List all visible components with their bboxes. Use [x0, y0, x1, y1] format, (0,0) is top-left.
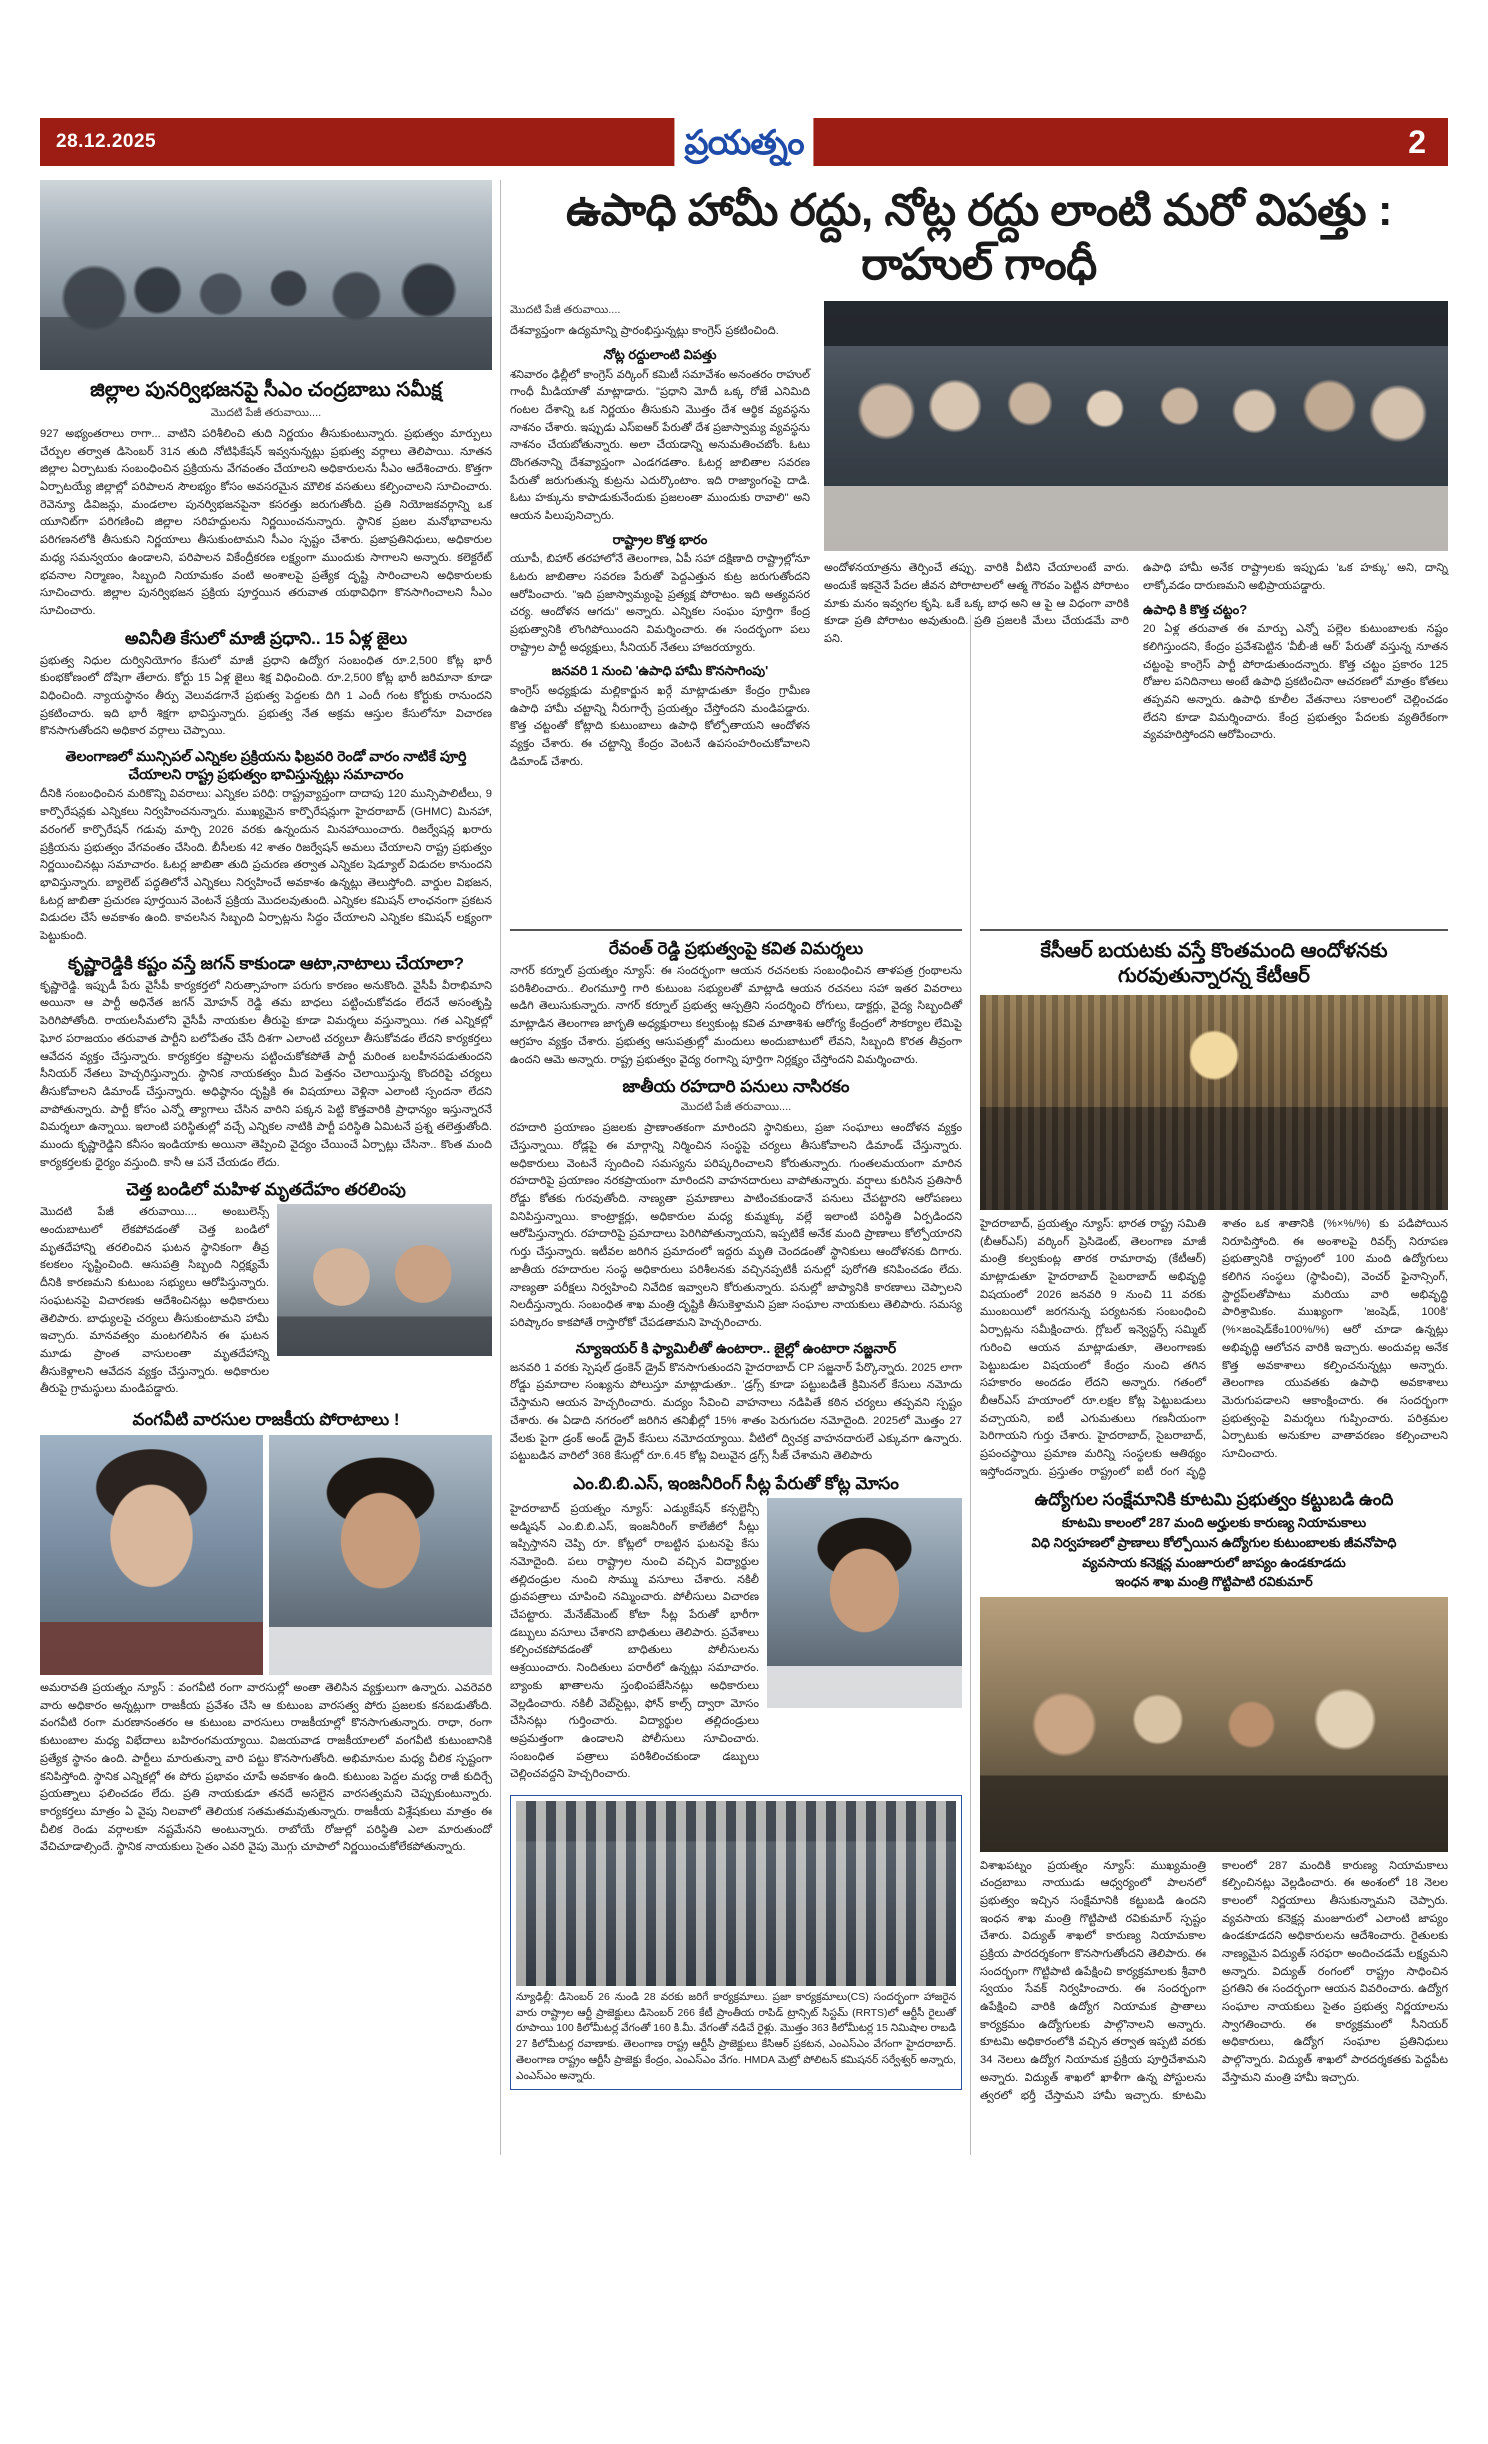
lead-headline: ఉపాధి హామీ రద్దు, నోట్ల రద్దు లాంటి మరో విపత్తు : రాహుల్ గాంధీ	[566, 186, 1392, 289]
masthead-logo	[674, 114, 813, 174]
photo-cm-review-meeting	[40, 180, 492, 370]
lead-col3-top: అందోళనయాత్రను తెర్పించే తప్పు. వారికి వీటిని చేయాలంటే వారు. అందుకే ఇకనైనే పేదల జీవన పోరాటాలలో ఆత్మ గౌరవం పెట్టిన పోరాటం మాకు మనం ఇవ్వగల కృషి. ఒకే ఒక్క బాధ అని ఆ పై ఆ విధంగా వారికి కూడా ప్రతి పోరాటం అవుతుంది. ప్రతి ప్రజలకి మేలు చేయడమే వారి పని.	[824, 562, 1129, 646]
lead-sub3-text: కాంగ్రెస్ అధ్యక్షుడు మల్లికార్జున ఖర్గే మాట్లాడుతూ కేంద్రం గ్రామీణ ఉపాధి హామీ చట్టాన్ని నీరుగార్చే ప్రయత్నం చేస్తోందని మండిపడ్డారు. కొత్త చట్టంతో కోట్లాది కుటుంబాలు ఉపాధి కోల్పోతాయని ఆందోళన వ్యక్తం చేశారు. ఈ చట్టాన్ని కేంద్రం వెంటనే ఉపసంహరించుకోవాలని డిమాండ్ చేశారు.	[510, 684, 810, 768]
photo-hospital-incident	[277, 1204, 492, 1356]
subhead-compassionate-appointments: కూటమి కాలంలో 287 మంది అర్హులకు కారుణ్య నియామకాలు	[1061, 1515, 1367, 1531]
body-ktr-kcr: హైదరాబాద్, ప్రయత్నం న్యూస్: భారత రాష్ట్ర సమితి (బీఆర్ఎస్) వర్కింగ్ ప్రెసిడెంట్, తెలంగాణ మాజీ మంత్రి కల్వకుంట్ల తారక రామారావు (కేటీఆర్) మాట్లాడుతూ హైదరాబాద్ సైబరాబాద్ అభివృద్ధి విషయంలో 2026 జనవరి 9 నుంచి 11 వరకు ముంబయిలో జరగనున్న పర్యటనకు సంబంధించి ఏర్పాట్లను సమీక్షించారు. గ్లోబల్ ఇన్వెస్టర్స్ సమ్మిట్ గురించి ఆయన మాట్లాడుతూ, తెలంగాణకు పెట్టుబడుల విషయంలో కేంద్రం నుంచి తగిన సహకారం అందడం లేదని అన్నారు. గతంలో బీఆర్ఎస్ హయాంలో రూ.లక్షల కోట్ల పెట్టుబడులు వచ్చాయని, ఐటీ ఎగుమతులు గణనీయంగా పెరిగాయని గుర్తు చేశారు. హైదరాబాద్, సైబరాబాద్, ప్రపంచస్థాయి ప్రమాణ మరిన్ని సంస్థలకు ఆతిథ్యం ఇస్తోందన్నారు. ప్రస్తుతం రాష్ట్రంలో ఐటీ రంగ వృద్ధి శాతం ఒక శాతానికి (%×%/%) కు పడిపోయిన నిరూపిస్తోంది. ఈ అంశాలపై రివర్స్ నిరూపణ ప్రభుత్వానికి రాష్ట్రంలో 100 మంది ఉద్యోగులు కలిగిన సంస్థలు (స్థాపించి), వెంచర్ ఫైనాన్సింగ్, స్టార్టప్‌లతోపాటు మరియు వారి అభివృద్ధి పారిశ్రామికం. ముఖ్యంగా 'జంషెడ్, 100కి' (%×జంషెడ్‌కేం100%/%) ఆరో చూడా ఉన్నట్లు అభివృద్ధి ఆలోచన వారికి ఇచ్చారు. అందువల్ల అనేక కొత్త అవకాశాలు కల్పించనున్నట్లు అన్నారు. తెలంగాణ యువతకు ఉపాధి అవకాశాలు మెరుగుపడాలని ఆకాంక్షించారు. ఈ సందర్భంగా ప్రభుత్వంపై విమర్శలు గుప్పించారు. పరిశ్రమల ఏర్పాటుకు అనుకూల వాతావరణం కల్పించాలని సూచించారు.	[980, 1218, 1448, 1478]
lead-sub2-text: యూపీ, బిహార్ తరహాలోనే తెలంగాణ, ఏపీ సహా దక్షిణాది రాష్ట్రాల్లోనూ ఓటరు జాబితాల సవరణ పేరుతో పెద్దఎత్తున కుట్ర జరుగుతోందని ఆరోపించారు. "ఇది ప్రజాస్వామ్యంపై ప్రత్యక్ష పోరాటం. ఇది అత్యవసర చర్య. ఆందోళన ఆగదు" అన్నారు. ఎన్నికల సంఘం పూర్తిగా కేంద్ర ప్రభుత్వానికి లొంగిపోయిందని విమర్శించారు. ఈ సందర్భంగా పలు రాష్ట్రాల పార్టీ అధ్యక్షులు, సీనియర్ నేతలు హాజరయ్యారు.	[510, 553, 810, 654]
divider-right-top	[980, 929, 1448, 931]
kicker-continued-1: మొదటి పేజీ తరువాయి....	[210, 407, 322, 419]
body-municipal-elections: దీనికి సంబంధించిన మరికొన్ని వివరాలు: ఎన్నికల పరిధి: రాష్ట్రవ్యాప్తంగా దాదాపు 120 మున్సిపాలిటీలు, 9 కార్పొరేషన్లకు ఎన్నికలు నిర్వహించనున్నారు. ముఖ్యమైన కార్పొరేషన్లుగా హైదరాబాద్ (GHMC) మినహా, వరంగల్ కార్పొరేషన్ గడువు మార్చి 2026 వరకు ఉన్నందున మినహాయించారు. రిజర్వేషన్ల ఖరారు ప్రక్రియను ప్రభుత్వం వేగవంతం చేసింది. బీసీలకు 42 శాతం రిజర్వేషన్ అమలు చేయాలని రాష్ట్ర ప్రభుత్వం నిర్ణయించినట్లు సమాచారం. ఓటర్ల జాబితా తుది ప్రచురణ తర్వాత ఎన్నికల షెడ్యూల్ విడుదల కానుందని భావిస్తున్నారు. బ్యాలెట్ పద్ధతిలోనే ఎన్నికలు నిర్వహించే అవకాశం ఉన్నట్లు తెలుస్తోంది. వార్డుల విభజన, ఓటర్ల జాబితా ప్రచురణ పూర్తయిన వెంటనే ప్రక్రియ మొదలవుతుంది. ఎన్నికల కమిషన్ లాంఛనంగా ప్రకటన విడుదల చేసే అవకాశం ఉంది. కావలసిన సిబ్బంది ఏర్పాట్లను సిద్ధం చేయాలని ఎన్నికల కమిషన్ లక్ష్యంగా పెట్టుకుంది.	[40, 788, 492, 942]
boxed-caption: న్యూఢిల్లీ: డిసెంబర్ 26 నుండి 28 వరకు జరిగే కార్యక్రమాలు. ప్రజా కార్యక్రమాలు(CS) సందర్భంగా హాజరైన వారు రాష్ట్రాల ఆర్టీ ప్రాజెక్టులు డిసెంబర్ 266 కేటీ ప్రాంతీయ రాపిడ్ ట్రాన్సిట్ సిస్టమ్ (RRTS)లో ఆర్టీసీ రైలుతో రూపాయి 100 కిలోమీటర్ల వేగంతో 160 కి.మీ. వేగంతో నడిచే రైళ్లు. మొత్తం 363 కిలోమీటర్ల 15 నిమిషాల రాబడి 27 కిలోమీటర్ల రవాణాకు. తెలంగాణ రాష్ట్ర ఆర్టీసీ ప్రాజెక్టులు కేసిఆర్ ప్రకటన, ఎంఎస్ఎం వేగంగా హైదరాబాద్. తెలంగాణ రాష్ట్రం ఆర్టీసీ ప్రాజెక్టు కేంద్రం, ఎంఎస్ఎం వేగం. HMDA మెట్రో పోలిటన్ కమిషనర్ సర్వేశ్వర్ అన్నారు, ఎంఎస్ఎం అన్నారు.	[516, 1990, 956, 2082]
body-kavitha-criticism: నాగర్ కర్నూల్ ప్రయత్నం న్యూస్: ఈ సందర్భంగా ఆయన రచనలకు సంబంధించిన తాళపత్ర గ్రంథాలను పరిశీలించారు.. లింగమూర్తి గారి కుటుంబ సభ్యులతో మాట్లాడి ఆయన రచనలు సహా ఇతర వివరాలు అడిగి తెలుసుకున్నారు. నాగర్ కర్నూల్ ప్రభుత్వ ఆస్పత్రిని సందర్శించి రోగులు, డాక్టర్లు, వైద్య సిబ్బందితో మాట్లాడిన తెలంగాణ జాగృతి అధ్యక్షురాలు కల్వకుంట్ల కవిత మాతాశిశు ఆరోగ్య కేంద్రంలో సౌకర్యాల లేమిపై ఆగ్రహం వ్యక్తం చేశారు. ప్రభుత్వ ఆసుపత్రుల్లో మందులు అందుబాటులో లేవని, సిబ్బంది కొరత తీవ్రంగా ఉందని ఆమె అన్నారు. రాష్ట్ర ప్రభుత్వం వైద్య రంగాన్ని పూర్తిగా నిర్లక్ష్యం చేస్తోందని విమర్శించారు.	[510, 965, 962, 1066]
photo-accused-portrait	[767, 1498, 962, 1708]
left-column	[40, 180, 492, 1862]
subhead-agri-connections: వ్యవసాయ కనెక్షన్ల మంజూరులో జాప్యం ఉండకూడదు	[1082, 1554, 1346, 1570]
photo-vangaveeti-woman	[40, 1435, 263, 1675]
body-seat-fraud: హైదరాబాద్ ప్రయత్నం న్యూస్: ఎడ్యుకేషన్ కన్సల్టెన్సీ అడ్మిషన్ ఎం.బి.బి.ఎస్, ఇంజనీరింగ్ కాలేజీలో సీట్లు ఇప్పిస్తానని చెప్పి రూ. కోట్లలో రాబట్టిన ఘటనపై కేసు నమోదైంది. పలు రాష్ట్రాల నుంచి వచ్చిన విద్యార్థుల తల్లిదండ్రుల నుంచి సొమ్ము వసూలు చేశారు. నకిలీ ధ్రువపత్రాలు చూపించి నమ్మించారు. పోలీసులు విచారణ చేపట్టారు. మేనేజ్‌మెంట్ కోటా సీట్ల పేరుతో భారీగా డబ్బులు వసూలు చేశారని బాధితులు తెలిపారు. ప్రవేశాలు కల్పించకపోవడంతో బాధితులు పోలీసులను ఆశ్రయించారు. నిందితులు పరారీలో ఉన్నట్లు సమాచారం. బ్యాంకు ఖాతాలను స్తంభింపజేసినట్లు అధికారులు వెల్లడించారు. నకిలీ వెబ్‌సైట్లు, ఫోన్ కాల్స్ ద్వారా మోసం చేసినట్లు గుర్తించారు. విద్యార్థుల తల్లిదండ్రులు అప్రమత్తంగా ఉండాలని పోలీసులు సూచించారు. సంబంధిత పత్రాలు పరిశీలించకుండా డబ్బులు చెల్లించవద్దని హెచ్చరించారు.	[510, 1502, 759, 1781]
lead-sub4-heading: ఉపాధి కి కొత్త చట్టం?	[1143, 601, 1248, 617]
headline-vangaveeti-heirs: వంగవీటి వారసుల రాజకీయ పోరాటాలు !	[132, 1409, 400, 1429]
column-rule-1	[500, 180, 501, 2155]
subhead-livelihood-families: విధి నిర్వహణలో ప్రాణాలు కోల్పోయిన ఉద్యోగుల కుటుంబాలకు జీవనోపాధి	[1031, 1534, 1397, 1550]
masthead-bar	[40, 118, 1448, 166]
subhead-minister-name: ఇంధన శాఖ మంత్రి గొట్టిపాటి రవికుమార్	[1115, 1574, 1313, 1590]
photo-rahul-gandhi-press-meet	[824, 301, 1448, 551]
body-krishnareddy-jagan: కృష్ణారెడ్డి. ఇప్పుడీ పేరు వైసీపీ కార్యకర్తలో నిరుత్సాహంగా పరుగు కారణం అనుకొంది. వైసీపీ వీరాభిమాని అయినా ఆ పార్టీ అధినేత జగన్ మోహన్ రెడ్డి తమ బాధలు పట్టించుకోవడం లేదనే అసంతృప్తి పెరిగిపోతోంది. రాయలసీమలోని వైసీపీ నాయకుల తీరుపై కూడా విమర్శలు వస్తున్నాయి. గత ఎన్నికల్లో ఘోర పరాజయం తరువాత పార్టీని బలోపేతం చేసే దిశగా ఎలాంటి చర్యలూ తీసుకోవడం లేదని కార్యకర్తలు ఆవేదన వ్యక్తం చేస్తున్నారు. కార్యకర్తల కష్టాలను పట్టించుకోకపోతే పార్టీ మరింత బలహీనపడుతుందని సీనియర్ నేతలు హెచ్చరిస్తున్నారు. స్థానిక నాయకత్వం మీద పెత్తనం చెలాయిస్తున్న కొందరిపై చర్యలు తీసుకోవాలని డిమాండ్ చేస్తున్నారు. అధిష్ఠానం దృష్టికి ఈ విషయాలు వెళ్లినా ఎలాంటి స్పందనా లేదని వాపోతున్నారు. పార్టీ కోసం ఎన్నో త్యాగాలు చేసిన వారిని పక్కన పెట్టి కొత్తవారికి ప్రాధాన్యం ఇస్తున్నారనే విమర్శలూ ఉన్నాయి. ఇలాంటి పరిస్థితుల్లో వచ్చే ఎన్నికల నాటికి పార్టీ పరిస్థితి ఏమిటనే ప్రశ్న తలెత్తుతోంది. ముందు కృష్ణారెడ్డిని కనీసం ఇండియాకు అయినా తెప్పించి వైద్యం చేయించే ఏర్పాట్లు చేసినా.. కొంత మంది కార్యకర్తలకు ధైర్యం వస్తుంది. కానీ ఆ పనే చేయడం లేదు.	[40, 979, 492, 1169]
column-rule-2	[970, 615, 971, 2155]
body-newyear-drunk-drive: జనవరి 1 వరకు స్పెషల్ డ్రంకెన్ డ్రైవ్ కొనసాగుతుందని హైదరాబాద్ CP సజ్జనార్ పేర్కొన్నారు. 2025 లాగా రోడ్డు ప్రమాదాల సంఖ్యను పోలుస్తూ మాట్లాడుతూ.. 'డ్రగ్స్ కూడా పట్టుబడితే క్రిమినల్ కేసులు నమోదు చేస్తామని ఆయన హెచ్చరించారు. మద్యం సేవించి వాహనాలు నడిపితే కఠిన చర్యలు తప్పవని స్పష్టం చేశారు. ఈ ఏడాది నగరంలో జరిగిన తనిఖీల్లో 15% శాతం పెరుగుదల నమోదైంది. 2025లో మొత్తం 27 వేలకు పైగా డ్రంక్ అండ్ డ్రైవ్ కేసులు నమోదయ్యాయి. వీటిలో ద్విచక్ర వాహనదారులే ఎక్కువగా ఉన్నారు. పట్టుబడిన వారిలో 368 కేసుల్లో రూ.6.45 కోట్ల విలువైన డ్రగ్స్ సీజ్ చేశామని తెలిపారు	[510, 1361, 962, 1463]
lead-col3-mid: ఉపాధి హామీ అనేక రాష్ట్రాలకు ఇప్పుడు 'ఒక హక్కు' అని, దాన్ని లాక్కోవడం దారుణమని అభిప్రాయపడ్డారు.	[1143, 562, 1448, 593]
body-vangaveeti-heirs: అమరావతి ప్రయత్నం న్యూస్ : వంగవీటి రంగా వారసుల్లో అంతా తెలిసిన వ్యక్తులుగా ఉన్నారు. ఎవరెవరి వారు అధికారం అన్నట్లుగా రాజకీయ ప్రవేశం చేసి ఆ కుటుంబ వారసత్వ పోరు ప్రజలకు కనబడుతోంది. వంగవీటి రంగా మరణానంతరం ఆ కుటుంబ వారసులు రాజకీయాల్లో కొనసాగుతున్నారు. రాధా, రంగా కుటుంబాల మధ్య విభేదాలు బహిరంగమయ్యాయి. విజయవాడ రాజకీయాలలో వంగవీటి కుటుంబానికి ప్రత్యేక స్థానం ఉంది. పార్టీలు మారుతున్నా వారి పట్టు కొనసాగుతోంది. అభిమానుల మధ్య చీలిక స్పష్టంగా కనిపిస్తోంది. స్థానిక ఎన్నికల్లో ఈ పోరు ప్రభావం చూపే అవకాశం ఉంది. కుటుంబ పెద్దల మధ్య రాజీ కుదిర్చే ప్రయత్నాలు ఫలించడం లేదు. ప్రతి నాయకుడూ తనదే అసలైన వారసత్వమని చెప్పుకుంటున్నారు. కార్యకర్తలు మాత్రం ఏ వైపు నిలవాలో తెలియక సతమతమవుతున్నారు. రాజకీయ విశ్లేషకులు మాత్రం ఈ చీలిక రెండు వర్గాలకూ నష్టమేనని అంటున్నారు. రాబోయే రోజుల్లో పరిస్థితి ఎలా మారుతుందో వేచిచూడాల్సిందే. స్థానిక నాయకులు సైతం ఎవరి వైపు మొగ్గు చూపాలో నిర్ణయించుకోలేకపోతున్నారు.	[40, 1682, 492, 1854]
page-number: 2	[1408, 124, 1426, 160]
photo-ktr-public-meeting	[980, 995, 1448, 1210]
masthead-logo-text: ప్రయత్నం	[684, 124, 804, 162]
headline-newyear-drunk-drive: న్యూఇయర్ కి ఫ్యామిలీతో ఉంటారా.. జైల్లో ఉంటారా నజ్జనార్	[575, 1339, 897, 1356]
lead-intro: దేశవ్యాప్తంగా ఉద్యమాన్ని ప్రారంభిస్తున్నట్లు కాంగ్రెస్ ప్రకటించింది.	[510, 325, 779, 338]
headline-ktr-kcr: కేసీఆర్ బయటకు వస్తే కొంతమంది ఆందోళనకు గురవుతున్నారన్న కేటీఆర్	[1040, 940, 1388, 987]
headline-employee-welfare: ఉద్యోగుల సంక్షేమానికి కూటమి ప్రభుత్వం కట్టుబడి ఉంది	[1034, 1490, 1394, 1510]
headline-krishnareddy-jagan: కృష్ణారెడ్డికి కష్టం వస్తే జగన్ కాకుండా ఆటా,నాటాలు చేయాలా?	[67, 953, 465, 973]
page-content	[40, 180, 1448, 2410]
lead-sub1-heading: నోట్ల రద్దులాంటి విపత్తు	[603, 347, 717, 363]
lead-story	[510, 180, 1448, 776]
headline-highway-works: జాతీయ రహదారి పనులు నాసిరకం	[622, 1077, 850, 1097]
body-districts-review: 927 అభ్యంతరాలు రాగా... వాటిని పరిశీలించి తుది నిర్ణయం తీసుకుంటున్నారు. ప్రభుత్వం మార్పులు చేర్పుల తర్వాత డిసెంబర్ 31న తుది నోటిఫికేషన్ ఇవ్వనున్నట్లు ప్రభుత్వ వర్గాలు తెలిపాయి. నూతన జిల్లాల ఏర్పాటుకు సంబంధించిన ప్రక్రియను వేగవంతం చేయాలని అధికారులను సీఎం ఆదేశించారు. కొత్తగా ఏర్పాటయ్యే జిల్లాల్లో పరిపాలన సౌలభ్యం కోసం అవసరమైన మౌలిక వసతులు కల్పించాలని సూచించారు. రెవెన్యూ డివిజన్లు, మండలాల పునర్విభజనపైనా కసరత్తు జరుగుతోంది. ప్రతి నియోజకవర్గాన్ని ఒక యూనిట్‌గా పరిగణించి జిల్లాల సరిహద్దులను నిర్ణయించనున్నారు. స్థానిక ప్రజల మనోభావాలను పరిగణనలోకి తీసుకుని నిర్ణయాలు తీసుకుంటామని సీఎం స్పష్టం చేశారు. ప్రజాప్రతినిధులు, అధికారుల మధ్య సమన్వయం ఉండాలని, పరిపాలన వికేంద్రీకరణ లక్ష్యంగా ముందుకు సాగాలని అన్నారు. కలెక్టరేట్ భవనాల నిర్మాణం, సిబ్బంది నియామకం వంటి అంశాలపై ప్రత్యేక దృష్టి సారించాలని అధికారులకు సూచించారు. జిల్లాల పునర్విభజన ప్రక్రియ పూర్తయిన తరువాత యథావిధిగా కొనసాగించాలని సీఎం సూచించారు.	[40, 428, 492, 617]
lead-sub4-text: 20 ఏళ్ల తరువాత ఈ మార్పు ఎన్నో పల్లెల కుటుంబాలకు నష్టం కలిగిస్తుందని, కేంద్రం ప్రవేశపెట్టిన 'వీబీ-జీ ఆర్' పేరుతో వస్తున్న నూతన చట్టంపై కాంగ్రెస్ పార్టీ పోరాడుతుందన్నారు. కొత్త చట్టం ప్రకారం 125 రోజుల పనిదినాలు అంటే ఉపాధి ప్రకటించినా ఆచరణలో మాత్రం కోతలు తప్పవని అన్నారు. ఉపాధి కూలీల వేతనాలు సకాలంలో చెల్లించడం లేదని కూడా విమర్శించారు. కేంద్ర ప్రభుత్వం పేదలకు వ్యతిరేకంగా వ్యవహరిస్తోందని ఆరోపించారు.	[1143, 623, 1448, 742]
headline-municipal-elections: తెలంగాణలో మున్సిపల్ ఎన్నికల ప్రక్రియను ఫిబ్రవరి రెండో వారం నాటికే పూర్తి చేయాలని రాష్ట్ర ప్రభుత్వం భావిస్తున్నట్లు సమాచారం	[65, 748, 467, 783]
boxed-news-item	[510, 1795, 962, 2091]
body-garbage-cart: మొదటి పేజీ తరువాయి.... అంబులెన్స్ అందుబాటులో లేకపోవడంతో చెత్త బండిలో మృతదేహాన్ని తరలించిన ఘటన స్థానికంగా తీవ్ర కలకలం సృష్టించింది. ఆసుపత్రి సిబ్బంది నిర్లక్ష్యమే దీనికి కారణమని కుటుంబ సభ్యులు ఆరోపిస్తున్నారు. సంఘటనపై విచారణకు ఆదేశించినట్లు అధికారులు తెలిపారు. బాధ్యులపై చర్యలు తీసుకుంటామని హామీ ఇచ్చారు. మానవత్వం మంటగలిసిన ఈ ఘటన మూడు ప్రాంత వాసులంతా మృతదేహాన్ని తీసుకెళ్లాలని ఆవేదన వ్యక్తం చేస్తున్నారు. అధికారుల తీరుపై గ్రామస్థులు మండిపడ్డారు.	[40, 1206, 269, 1396]
lead-sub1-text: శనివారం ఢిల్లీలో కాంగ్రెస్ వర్కింగ్ కమిటీ సమావేశం అనంతరం రాహుల్ గాంధీ మీడియాతో మాట్లాడారు. "ప్రధాని మోదీ ఒక్క రోజే ఎనిమిది గంటల దేశాన్ని ఒక నిర్ణయం తీసుకుని మొత్తం దేశ ఆర్థిక వ్యవస్థను నాశనం చేశారు. ఇప్పుడు ఎస్ఐఆర్ పేరుతో దేశ ప్రజాస్వామ్య వ్యవస్థను నాశనం చేయబోతున్నారు. అలా చేయడాన్ని అనుమతించబోం. ఓటు దొంగతనాన్ని దేశవ్యాప్తంగా ఎండగడతాం. ఓటర్ల జాబితాల సవరణ పేరుతో జరుగుతున్న కుట్రను ఎదుర్కొంటాం. ఇది రాజ్యాంగంపై దాడి. ఓటు హక్కును కాపాడుకునేందుకు ప్రజలంతా ముందుకు రావాలి" అని ఆయన పిలుపునిచ్చారు.	[510, 368, 810, 523]
kicker-continued-2: మొదటి పేజీ తరువాయి....	[680, 1101, 792, 1114]
lead-sub3-heading: జనవరి 1 నుంచి 'ఉపాధి హామీ కొనసాగింపు'	[551, 663, 769, 679]
body-employee-welfare: విశాఖపట్నం ప్రయత్నం న్యూస్: ముఖ్యమంత్రి చంద్రబాబు నాయుడు ఆధ్వర్యంలో పాలనలో ప్రభుత్వం ఇచ్చిన సంక్షేమానికి కట్టుబడి ఉందని ఇంధన శాఖ మంత్రి గొట్టిపాటి రవికుమార్ స్పష్టం చేశారు. విద్యుత్ శాఖలో కారుణ్య నియామకాల ప్రక్రియ పారదర్శకంగా కొనసాగుతోందని తెలిపారు. ఈ సందర్భంగా గొట్టిపాటి ఉపేక్షించి కార్యక్రమాలకు శ్రీవారి స్వయం సేవక్ నిర్వహించారు. ఈ సందర్భంగా ఉపేక్షించి వారికి ఉద్యోగ నియామక ప్రాతాలు కార్యక్రమం ఉద్యోగులకు పాల్గొనాలని అన్నారు. కూటమి అధికారంలోకి వచ్చిన తర్వాత ఇప్పటి వరకు 34 నెలలు ఉద్యోగ నియామక ప్రక్రియ పూర్తిచేశామని అన్నారు. విద్యుత్ శాఖలో ఖాళీగా ఉన్న పోస్టులను త్వరలో భర్తీ చేస్తామని హామీ ఇచ్చారు. కూటమి కాలంలో 287 మందికి కారుణ్య నియామకాలు కల్పించినట్లు వెల్లడించారు. ఈ అంశంలో 18 నెలల కాలంలో నిర్ణయాలు తీసుకున్నామని చెప్పారు. వ్యవసాయ కనెక్షన్ల మంజూరులో ఎలాంటి జాప్యం ఉండకూడదని అధికారులను ఆదేశించారు. రైతులకు నాణ్యమైన విద్యుత్ సరఫరా అందించడమే లక్ష్యమని అన్నారు. విద్యుత్ రంగంలో రాష్ట్రం సాధించిన ప్రగతిని ఈ సందర్భంగా ఆయన వివరించారు. ఉద్యోగ సంఘాల నాయకులు సైతం ప్రభుత్వ నిర్ణయాలను స్వాగతించారు. ఈ కార్యక్రమంలో సీనియర్ అధికారులు, ఉద్యోగ సంఘాల ప్రతినిధులు పాల్గొన్నారు. విద్యుత్ శాఖలో పారదర్శకతకు పెద్దపీట వేస్తామని మంత్రి హామీ ఇచ్చారు.	[980, 1859, 1448, 2102]
photo-group-delegation	[516, 1801, 956, 1986]
body-highway-works: రహదారి ప్రయాణం ప్రజలకు ప్రాణాంతకంగా మారిందని స్థానికులు, ప్రజా సంఘాలు ఆందోళన వ్యక్తం చేస్తున్నాయి. రోడ్లపై ఈ మార్గాన్ని నిర్మించిన సంస్థపై చర్యలు తీసుకోవాలని డిమాండ్ చేస్తున్నారు. అధికారులు వెంటనే స్పందించి సమస్యను పరిష్కరించాలని కోరుతున్నారు. గుంతలమయంగా మారిన రహదారిపై ప్రయాణం నరకప్రాయంగా మారిందని వాహనదారులు వాపోతున్నారు. వర్షాలు కురిసిన ప్రతిసారీ రోడ్డు కోతకు గురవుతోంది. నాణ్యతా ప్రమాణాలు పాటించకుండానే పనులు చేపట్టారని ఆరోపణలు వినిపిస్తున్నాయి. కాంట్రాక్టర్లు, అధికారుల మధ్య కుమ్మక్కు వల్లే ఇలాంటి పరిస్థితి ఏర్పడిందని ఆరోపిస్తున్నారు. రహదారిపై ప్రమాదాలు పెరిగిపోతున్నాయని, ఇప్పటికే అనేక మంది ప్రాణాలు కోల్పోయారని గుర్తు చేస్తున్నారు. ఇటీవల జరిగిన ప్రమాదంలో ఇద్దరు మృతి చెందడంతో స్థానికులు ఆందోళనకు దిగారు. జాతీయ రహదారుల సంస్థ అధికారులు పరిశీలనకు వచ్చినప్పటికీ పనుల్లో పురోగతి కనిపించడం లేదు. నాణ్యతా పరీక్షలు నిర్వహించి నివేదిక ఇవ్వాలని కోరుతున్నారు. పనుల్లో జాప్యానికి కారణాలు చెప్పాలని నిలదీస్తున్నారు. సంబంధిత శాఖ మంత్రి దృష్టికి తీసుకెళ్తామని ప్రజా సంఘాల నాయకులు తెలిపారు. సమస్య పరిష్కారం కాకపోతే రాస్తారోకో చేపడతామని హెచ్చరించారు.	[510, 1122, 962, 1329]
photo-minister-award-ceremony	[980, 1597, 1448, 1852]
middle-column	[510, 920, 962, 2090]
headline-ex-pm-jail: అవినీతి కేసులో మాజీ ప్రధాని.. 15 ఏళ్ల జైలు	[124, 628, 408, 648]
body-ex-pm-jail: ప్రభుత్వ నిధుల దుర్వినియోగం కేసులో మాజీ ప్రధాని ఉద్యోగ సంబంధిత రూ.2,500 కోట్ల భారీ కుంభకోణంలో దోషిగా తేలారు. కోర్టు 15 ఏళ్ల జైలు శిక్ష విధించింది. రూ.2,500 కోట్ల భారీ జరిమానా కూడా విధించింది. న్యాయస్థానం తీర్పు వెలువడగానే ప్రభుత్వ పెద్దలకు దిగి 1 ఎందీ గంట కోర్టుకు రానుందని ప్రకటించారు. ఇది భారీ శిక్షగా భావిస్తున్నారు. ప్రభుత్వ నేత అక్రమ ఆస్తుల కేసులోనూ విచారణ కొనసాగుతోందని అధికార వర్గాలు చెప్పాయి.	[40, 654, 492, 738]
headline-seat-fraud: ఎం.బి.బి.ఎస్, ఇంజనీరింగ్ సీట్ల పేరుతో కోట్ల మోసం	[573, 1473, 899, 1493]
photo-vangaveeti-man	[269, 1435, 492, 1675]
divider-mid-top	[510, 929, 962, 931]
lead-continued-note: మొదటి పేజీ తరువాయి....	[510, 304, 621, 317]
headline-kavitha-criticism: రేవంత్ రెడ్డి ప్రభుత్వంపై కవిత విమర్శలు	[608, 939, 864, 958]
right-column	[980, 920, 1448, 2110]
lead-sub2-heading: రాష్ట్రాల కొత్త భారం	[612, 531, 708, 547]
publication-date: 28.12.2025	[56, 131, 157, 152]
headline-districts-review: జిల్లాల పునర్విభజనపై సీఎం చంద్రబాబు సమీక్ష	[90, 379, 442, 401]
headline-garbage-cart-body: చెత్త బండిలో మహిళ మృతదేహం తరలింపు	[126, 1180, 406, 1200]
